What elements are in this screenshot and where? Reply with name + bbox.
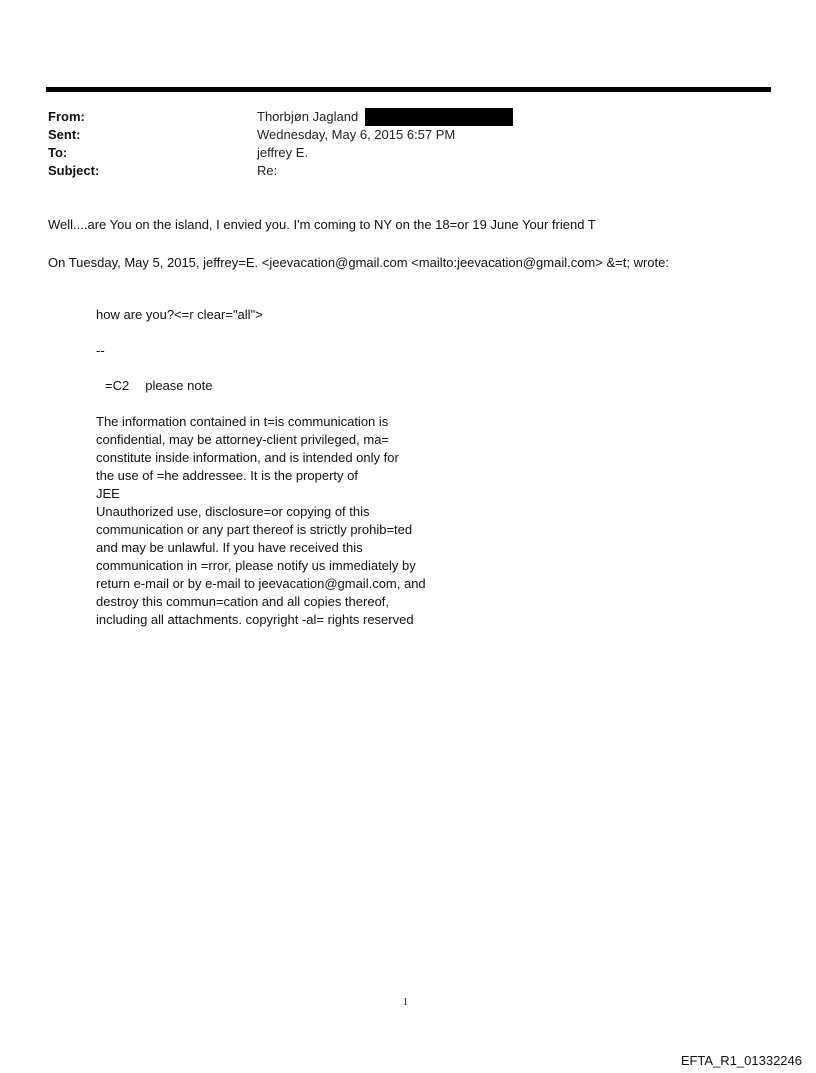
disclaimer-line: confidential, may be attorney-client privileged, ma= [96, 432, 390, 447]
sent-value: Wednesday, May 6, 2015 6:57 PM [257, 127, 456, 142]
disclaimer-line: The information contained in t=is communication is [96, 414, 389, 429]
disclaimer-line: the use of =he addressee. It is the property of [96, 468, 358, 483]
disclaimer-line: communication or any part thereof is strictly prohib=ted [96, 522, 413, 537]
bates-number: EFTA_R1_01332246 [680, 1053, 802, 1068]
disclaimer-line: communication in =rror, please notify us immediately by [96, 558, 416, 573]
disclaimer-line: including all attachments. copyright -al= rights reserved [96, 612, 414, 627]
sent-label: Sent: [48, 127, 81, 142]
quoted-line: how are you?<=r clear="all"> [96, 307, 263, 322]
disclaimer-line: and may be unlawful. If you have received this [96, 540, 363, 555]
header-rule [46, 87, 771, 92]
to-value: jeffrey E. [257, 145, 309, 160]
from-label: From: [48, 109, 85, 124]
from-value: Thorbjøn Jagland [257, 109, 359, 124]
page-number: 1 [403, 997, 408, 1008]
disclaimer-line: Unauthorized use, disclosure=or copying of this [96, 504, 370, 519]
subject-label: Subject: [48, 163, 100, 178]
subject-value: Re: [257, 163, 278, 178]
signature-separator: -- [96, 343, 105, 358]
disclaimer-block [96, 413, 426, 629]
disclaimer-line: constitute inside information, and is intended only for [96, 450, 399, 465]
note-prefix: =C2 [105, 378, 130, 393]
message-body: Well....are You on the island, I envied you. I'm coming to NY on the 18=or 19 June Your friend T [48, 217, 596, 232]
to-label: To: [48, 145, 68, 160]
disclaimer-line: destroy this commun=cation and all copies thereof, [96, 594, 390, 609]
note-line [105, 378, 212, 393]
reply-intro: On Tuesday, May 5, 2015, jeffrey=E. <jeevacation@gmail.com <mailto:jeevacation@gmail.com> &=t; wrote: [48, 255, 669, 270]
note-text: please note [145, 378, 213, 393]
redaction-box [365, 108, 513, 126]
disclaimer-line: return e-mail or by e-mail to jeevacation@gmail.com, and [96, 576, 426, 591]
disclaimer-line: JEE [96, 486, 120, 501]
